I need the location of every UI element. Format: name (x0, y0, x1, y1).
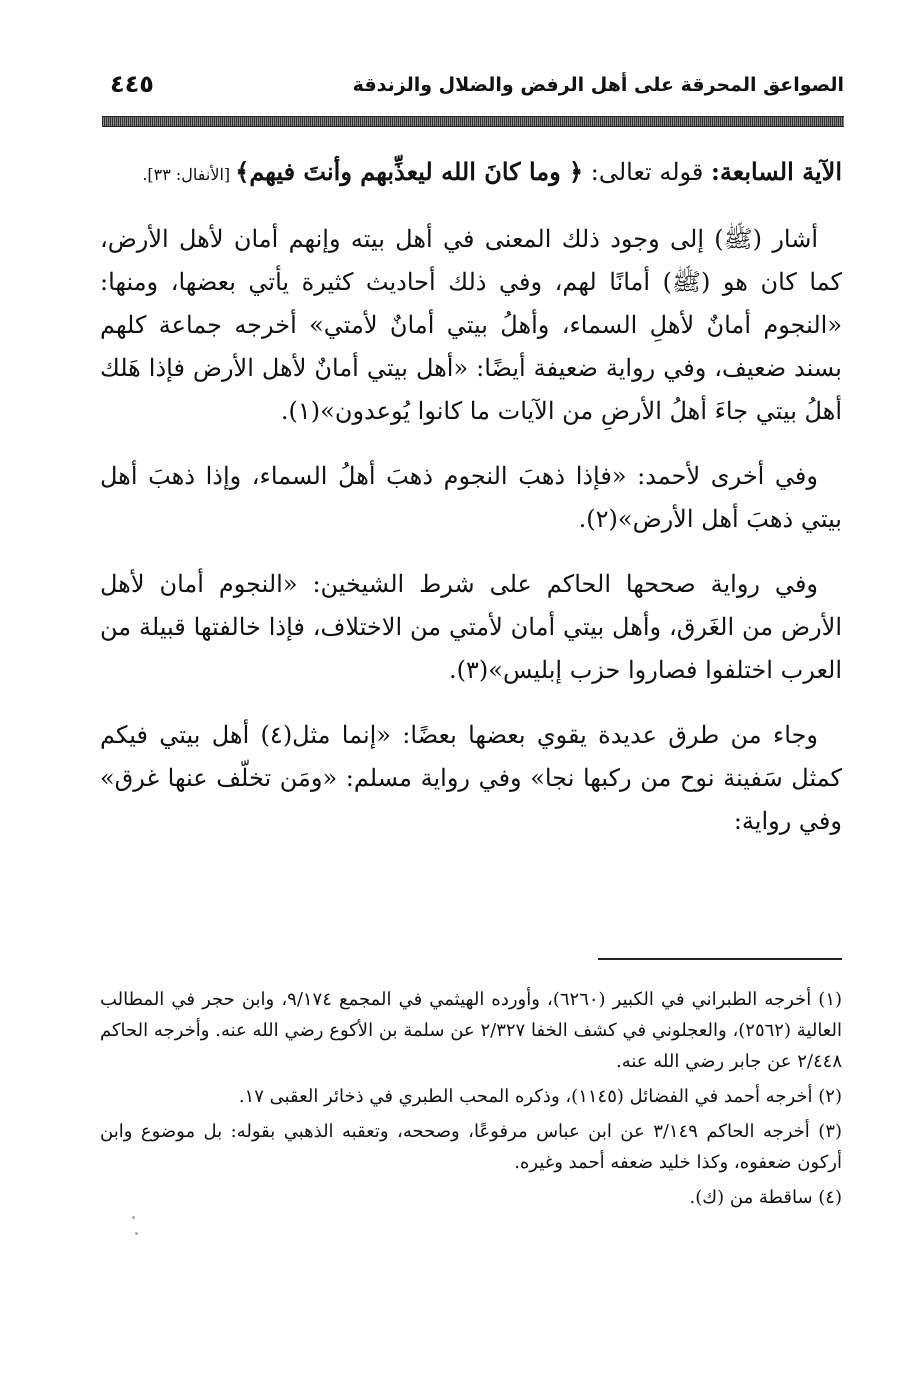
footnote-marker: (٢) (818, 1086, 842, 1107)
footnote (100, 1116, 842, 1178)
footnote (100, 984, 842, 1077)
paragraph-text: وفي أخرى لأحمد: «فإذا ذهبَ النجوم ذهبَ أهلُ السماء، وإذا ذهبَ أهل بيتي ذهبَ أهل الأرض»(٢). (100, 462, 842, 533)
paragraph-text: وفي رواية صححها الحاكم على شرط الشيخين: «النجوم أمان لأهل الأرض من الغَرق، وأهل بيتي أمان لأمتي من الاختلاف، فإذا خالفتها قبيلة من العرب اختلفوا فصاروا حزب إبليس»(٣). (100, 570, 842, 684)
paragraph-verse (100, 150, 842, 196)
scan-speck (132, 1216, 135, 1219)
footnote (100, 1182, 842, 1213)
footnote-marker: (١) (818, 989, 843, 1010)
footnote-text: أخرجه الحاكم ٣/١٤٩ عن ابن عباس مرفوعًا، وصححه، وتعقبه الذهبي بقوله: بل موضوع وابن أركون ضعفوه، وكذا خليد ضعفه أحمد وغيره. (100, 1121, 842, 1173)
footnote (100, 1081, 842, 1112)
page-number: ٤٤٥ (110, 70, 154, 98)
scan-speck (135, 1232, 138, 1235)
quran-quote: ﴿ وما كانَ الله ليعذِّبهم وأنتَ فيهم﴾ (235, 157, 584, 186)
footnote-text: أخرجه أحمد في الفضائل (١١٤٥)، وذكره المحب الطبري في ذخائر العقبى ١٧. (238, 1086, 813, 1107)
footnote-marker: (٤) (818, 1187, 842, 1208)
header-rule (102, 116, 844, 127)
paragraph (100, 455, 842, 541)
footnote-text: أخرجه الطبراني في الكبير (٦٢٦٠)، وأورده الهيثمي في المجمع ٩/١٧٤، وابن حجر في المطالب العالية (٢٥٦٢)، والعجلوني في كشف الخفا ٢/٣٢٧ عن سلمة بن الأكوع رضي الله عنه. وأخرجه الحاكم ٢/٤٤٨ عن جابر رضي الله عنه. (100, 989, 842, 1072)
main-text (100, 150, 842, 865)
running-title: الصواعق المحرقة على أهل الرفض والضلال والزندقة (352, 74, 844, 96)
verse-heading: الآية السابعة: (711, 157, 842, 186)
paragraph-text: أشار (ﷺ) إلى وجود ذلك المعنى في أهل بيته وإنهم أمان لأهل الأرض، كما كان هو (ﷺ) أمانًا لهم، وفي ذلك أحاديث كثيرة يأتي بعضها، ومنها: «النجوم أمانٌ لأهلِ السماء، وأهلُ بيتي أمانٌ لأمتي» أخرجه جماعة كلهم بسند ضعيف، وفي رواية ضعيفة أيضًا: «أهل بيتي أمانٌ لأهل الأرض فإذا هَلك أهلُ بيتي جاءَ أهلُ الأرضِ من الآيات ما كانوا يُوعدون»(١). (100, 225, 842, 425)
footnote-text: ساقطة من (ك). (689, 1187, 813, 1208)
paragraph (100, 563, 842, 692)
verse-reference: [الأنفال: ٣٣]. (142, 165, 236, 184)
paragraph-text: وجاء من طرق عديدة يقوي بعضها بعضًا: «إنما مثل(٤) أهل بيتي فيكم كمثل سَفينة نوح من ركبها نجا» وفي رواية مسلم: «ومَن تخلّف عنها غرق» وفي رواية: (100, 721, 842, 835)
page-header (110, 68, 844, 112)
footnotes (100, 984, 842, 1217)
footnote-separator (598, 958, 842, 960)
verse-intro: قوله تعالى: (583, 158, 712, 186)
footnote-marker: (٣) (818, 1121, 843, 1142)
paragraph (100, 218, 842, 433)
paragraph (100, 714, 842, 843)
